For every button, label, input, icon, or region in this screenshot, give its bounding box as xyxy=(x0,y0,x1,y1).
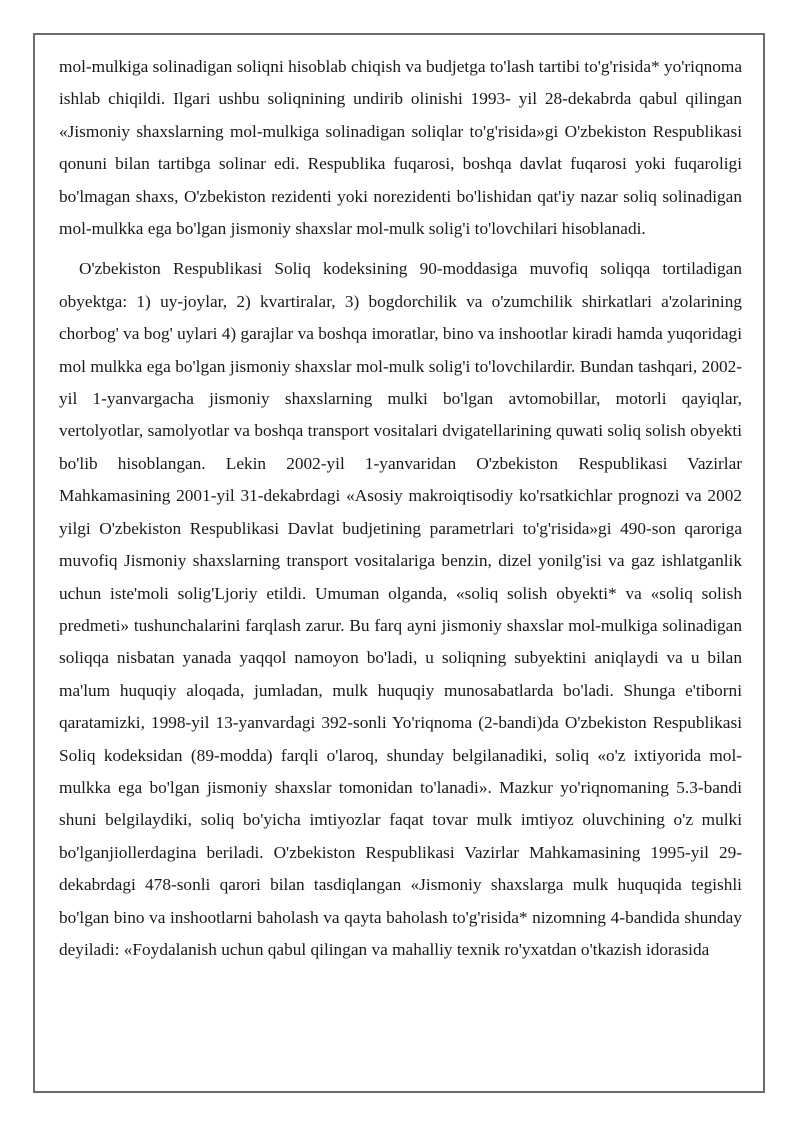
paragraph: O'zbekiston Respublikasi Soliq kodeksining 90-moddasiga muvofiq soliqqa tortiladigan obyektga: 1) uy-joylar, 2) kvartiralar, 3) bogdorchilik va o'zumchilik shirkatlari a'zolarining chorbog' va bog' uylari 4) garajlar va boshqa imoratlar, bino va inshootlar kiradi hamda yuqoridagi mol mulkka ega bo'lgan jismoniy shaxslar mol-mulk solig'i to'lovchilardir. Bundan tashqari, 2002-yil 1-yanvargacha jismoniy shaxslarning mulki bo'lgan avtomobillar, motorli qayiqlar, vertolyotlar, samolyotlar va boshqa transport vositalari dvigatellarining quwati soliq solish obyekti bo'lib hisoblangan. Lekin 2002-yil 1-yanvaridan O'zbekiston Respublikasi Vazirlar Mahkamasining 2001-yil 31-dekabrdagi «Asosiy makroiqtisodiy ko'rsatkichlar prognozi va 2002 yilgi O'zbekiston Respublikasi Davlat budjetining parametrlari to'g'risida»gi 490-son qaroriga muvofiq Jismoniy shaxslarning transport vositalariga benzin, dizel yonilg'isi va gaz ishlatganlik uchun iste'moli solig'Ljoriy etildi. Umuman olganda, «soliq solish obyekti* va «soliq solish predmeti» tushunchalarini farqlash zarur. Bu farq ayni jismoniy shaxslar mol-mulkiga solinadigan soliqqa nisbatan yanada yaqqol namoyon bo'ladi, u soliqning subyektini aniqlaydi va u bilan ma'lum huquqiy aloqada, jumladan, mulk huquqiy munosabatlarda bo'ladi. Shunga e'tiborni qaratamizki, 1998-yil 13-yanvardagi 392-sonli Yo'riqnoma (2-bandi)da O'zbekiston Respublikasi Soliq kodeksidan (89-modda) farqli o'laroq, shunday belgilanadiki, soliq «o'z ixtiyorida mol-mulkka ega bo'lgan jismoniy shaxslar tomonidan to'lanadi». Mazkur yo'riqnomaning 5.3-bandi shuni belgilaydiki, soliq bo'yicha imtiyozlar faqat tovar mulk imtiyoz oluvchining o'z mulki bo'lganjiollerdagina beriladi. O'zbekiston Respublikasi Vazirlar Mahkamasining 1995-yil 29-dekabrdagi 478-sonli qarori bilan tasdiqlangan «Jismoniy shaxslarga mulk huquqida tegishli bo'lgan bino va inshootlarni baholash va qayta baholash to'g'risida* nizomning 4-bandida shunday deyiladi: «Foydalanish uchun qabul qilingan va mahalliy texnik ro'yxatdan o'tkazish idorasida xyxy=(59,259,742,959)
paragraph: mol-mulkiga solinadigan soliqni hisoblab chiqish va budjetga to'lash tartibi to'g'risida* yo'riqnoma ishlab chiqildi. Ilgari ushbu soliqnining undirib olinishi 1993- yil 28-dekabrda qabul qilingan «Jismoniy shaxslarning mol-mulkiga solinadigan soliqlar to'g'risida»gi O'zbekiston Respublikasi qonuni bilan tartibga solinar edi. Respublika fuqarosi, boshqa davlat fuqarosi yoki fuqaroligi bo'lmagan shaxs, O'zbekiston rezidenti yoki norezidenti bo'lishidan qat'iy nazar soliq solinadigan mol-mulkka ega bo'lgan jismoniy shaxslar mol-mulk solig'i to'lovchilari hisoblanadi. xyxy=(59,57,742,239)
document-body xyxy=(59,51,742,966)
